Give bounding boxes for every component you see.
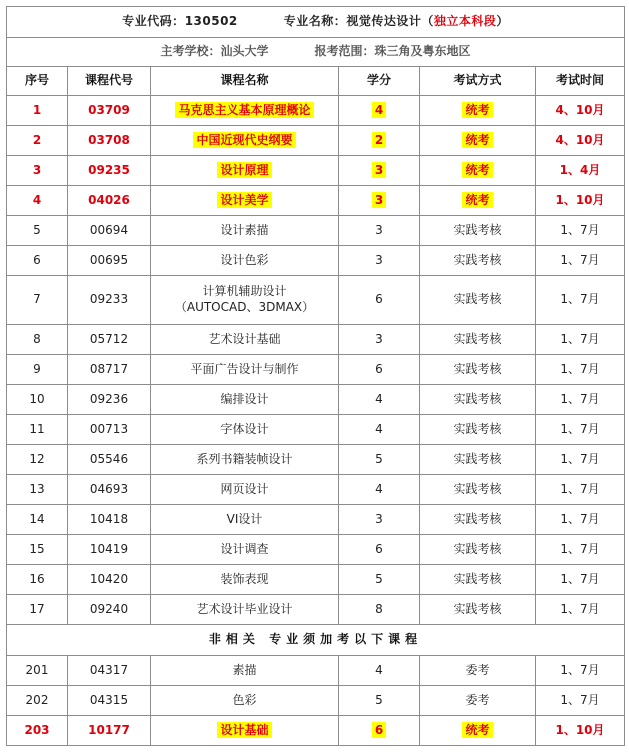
course-no-text: 7 — [33, 292, 41, 307]
course-name — [151, 475, 339, 505]
course-name — [151, 595, 339, 625]
course-method — [420, 686, 536, 716]
column-header-row — [7, 67, 625, 96]
course-no-text: 14 — [29, 511, 45, 526]
course-name-text: 马克思主义基本原理概论 — [175, 102, 313, 118]
course-no-text: 15 — [29, 541, 45, 556]
course-no — [7, 216, 68, 246]
course-no — [7, 96, 68, 126]
course-time — [536, 686, 625, 716]
course-credit — [339, 505, 420, 535]
course-time-text: 1、7月 — [560, 541, 600, 556]
course-credit-text: 4 — [375, 481, 383, 496]
course-method — [420, 505, 536, 535]
course-name-text: 艺术设计毕业设计 — [196, 601, 293, 616]
course-name-text: 设计美学 — [217, 192, 271, 208]
course-credit — [339, 355, 420, 385]
course-method-text: 实践考核 — [453, 601, 502, 616]
course-method — [420, 96, 536, 126]
course-code — [68, 445, 151, 475]
course-name — [151, 565, 339, 595]
course-credit — [339, 216, 420, 246]
course-credit-text: 3 — [375, 511, 383, 526]
course-name-text: 设计调查 — [220, 541, 269, 556]
course-name-text: 艺术设计基础 — [208, 331, 281, 346]
course-no — [7, 186, 68, 216]
course-no — [7, 276, 68, 325]
course-time — [536, 276, 625, 325]
course-method-text: 实践考核 — [453, 511, 502, 526]
course-credit-text: 3 — [372, 162, 386, 178]
table-row — [7, 276, 625, 325]
course-code — [68, 385, 151, 415]
course-no — [7, 505, 68, 535]
course-time-text: 1、7月 — [560, 571, 600, 586]
major-title — [7, 7, 625, 38]
course-time — [536, 656, 625, 686]
course-credit-text: 6 — [372, 722, 386, 738]
course-code-text: 03709 — [88, 102, 130, 117]
col-header-code: 课程代号 — [68, 67, 151, 96]
course-method — [420, 355, 536, 385]
table-row — [7, 96, 625, 126]
course-code — [68, 595, 151, 625]
course-time — [536, 186, 625, 216]
course-name — [151, 216, 339, 246]
course-credit-text: 6 — [375, 292, 383, 307]
course-credit — [339, 565, 420, 595]
course-credit-text: 5 — [375, 571, 383, 586]
course-code-text: 10419 — [89, 541, 129, 556]
major-code: 130502 — [184, 14, 238, 29]
course-code-text: 00713 — [89, 421, 129, 436]
course-method — [420, 535, 536, 565]
course-method-text: 统考 — [462, 192, 492, 208]
course-time — [536, 355, 625, 385]
course-name — [151, 505, 339, 535]
course-time-text: 1、7月 — [560, 421, 600, 436]
course-table — [6, 6, 625, 746]
course-method-text: 实践考核 — [453, 292, 502, 307]
course-no-text: 1 — [32, 102, 42, 117]
course-time — [536, 325, 625, 355]
course-credit-text: 4 — [372, 102, 386, 118]
course-time — [536, 156, 625, 186]
course-time-text: 1、7月 — [560, 601, 600, 616]
course-no-text: 201 — [25, 662, 49, 677]
course-name — [151, 656, 339, 686]
course-time-text: 4、10月 — [555, 132, 605, 147]
course-code — [68, 276, 151, 325]
course-no-text: 6 — [33, 252, 41, 267]
table-row — [7, 716, 625, 746]
course-code-text: 09235 — [88, 162, 130, 177]
table-row — [7, 325, 625, 355]
course-method — [420, 565, 536, 595]
course-credit — [339, 535, 420, 565]
course-code — [68, 126, 151, 156]
course-time-text: 1、7月 — [560, 511, 600, 526]
course-credit-text: 4 — [375, 391, 383, 406]
table-row — [7, 186, 625, 216]
course-name — [151, 186, 339, 216]
course-no-text: 5 — [33, 222, 41, 237]
course-credit — [339, 276, 420, 325]
course-no — [7, 535, 68, 565]
course-time-text: 1、7月 — [560, 361, 600, 376]
course-method-text: 实践考核 — [453, 361, 502, 376]
course-name — [151, 246, 339, 276]
course-method-text: 实践考核 — [453, 451, 502, 466]
course-code — [68, 535, 151, 565]
course-name — [151, 686, 339, 716]
scope-value: 珠三角及粤东地区 — [374, 44, 471, 59]
course-time-text: 1、7月 — [560, 692, 600, 707]
course-method-text: 实践考核 — [453, 252, 502, 267]
course-code — [68, 656, 151, 686]
course-name-text: 素描 — [232, 662, 257, 677]
course-name — [151, 716, 339, 746]
course-no — [7, 595, 68, 625]
course-time — [536, 505, 625, 535]
course-time — [536, 246, 625, 276]
course-time — [536, 475, 625, 505]
course-method — [420, 385, 536, 415]
table-row — [7, 475, 625, 505]
course-time-text: 1、4月 — [559, 162, 601, 177]
course-code-text: 10177 — [88, 722, 130, 737]
course-no-text: 4 — [32, 192, 42, 207]
title-row — [7, 7, 625, 38]
school-label: 主考学校： — [160, 44, 221, 59]
course-code-text: 10420 — [89, 571, 129, 586]
course-method-text: 委考 — [465, 662, 490, 677]
course-time — [536, 565, 625, 595]
course-name — [151, 385, 339, 415]
course-name-line2: （AUTOCAD、3DMAX） — [174, 300, 315, 314]
course-time — [536, 716, 625, 746]
course-no-text: 8 — [33, 331, 41, 346]
course-time-text: 1、10月 — [555, 192, 605, 207]
table-row — [7, 505, 625, 535]
course-credit-text: 6 — [375, 361, 383, 376]
course-name — [151, 355, 339, 385]
course-method-text: 委考 — [465, 692, 490, 707]
school-scope-info — [7, 38, 625, 67]
major-name-label: 专业名称： — [283, 14, 347, 29]
course-credit — [339, 96, 420, 126]
course-credit-text: 2 — [372, 132, 386, 148]
course-credit — [339, 656, 420, 686]
course-code-text: 00694 — [89, 222, 129, 237]
course-no-text: 10 — [29, 391, 45, 406]
course-code-text: 10418 — [89, 511, 129, 526]
table-row — [7, 355, 625, 385]
course-no-text: 11 — [29, 421, 45, 436]
course-credit — [339, 595, 420, 625]
course-name-text: 设计原理 — [217, 162, 271, 178]
course-time-text: 1、7月 — [560, 252, 600, 267]
course-credit — [339, 246, 420, 276]
course-method-text: 实践考核 — [453, 391, 502, 406]
course-code-text: 05712 — [89, 331, 129, 346]
course-credit — [339, 385, 420, 415]
table-row — [7, 385, 625, 415]
course-code — [68, 505, 151, 535]
course-name-text: 装饰表现 — [220, 571, 269, 586]
table-row — [7, 535, 625, 565]
course-credit — [339, 716, 420, 746]
course-time — [536, 445, 625, 475]
meta-row — [7, 38, 625, 67]
course-method-text: 实践考核 — [453, 331, 502, 346]
course-name-text: 系列书籍装帧设计 — [196, 451, 293, 466]
course-no — [7, 246, 68, 276]
table-row — [7, 156, 625, 186]
school-name: 汕头大学 — [220, 44, 269, 59]
table-row — [7, 686, 625, 716]
course-code-text: 04315 — [89, 692, 129, 707]
course-credit-text: 8 — [375, 601, 383, 616]
course-code-text: 05546 — [89, 451, 129, 466]
course-credit — [339, 445, 420, 475]
course-name — [151, 325, 339, 355]
course-credit-text: 3 — [375, 222, 383, 237]
course-no — [7, 126, 68, 156]
course-code-text: 04317 — [89, 662, 129, 677]
course-no — [7, 686, 68, 716]
course-no — [7, 355, 68, 385]
course-method — [420, 475, 536, 505]
course-time — [536, 216, 625, 246]
course-name-text: 平面广告设计与制作 — [190, 361, 299, 376]
course-no — [7, 475, 68, 505]
major-level: 独立本科段 — [433, 14, 497, 29]
scope-label: 报考范围： — [314, 44, 375, 59]
course-no — [7, 716, 68, 746]
table-row — [7, 656, 625, 686]
course-code-text: 03708 — [88, 132, 130, 147]
course-credit — [339, 415, 420, 445]
course-time-text: 1、7月 — [560, 391, 600, 406]
course-code-text: 08717 — [89, 361, 129, 376]
course-no — [7, 415, 68, 445]
col-header-name: 课程名称 — [151, 67, 339, 96]
course-credit — [339, 686, 420, 716]
course-method — [420, 126, 536, 156]
course-method-text: 实践考核 — [453, 541, 502, 556]
course-credit-text: 3 — [372, 192, 386, 208]
course-method-text: 统考 — [462, 722, 492, 738]
course-name-text: 字体设计 — [220, 421, 269, 436]
course-code — [68, 415, 151, 445]
course-method — [420, 595, 536, 625]
course-method-text: 实践考核 — [453, 571, 502, 586]
course-credit-text: 3 — [375, 252, 383, 267]
course-no-text: 203 — [24, 722, 50, 737]
section-row — [7, 625, 625, 656]
course-credit-text: 5 — [375, 451, 383, 466]
course-name — [151, 415, 339, 445]
course-no — [7, 445, 68, 475]
course-name-text: 网页设计 — [220, 481, 269, 496]
course-credit-text: 5 — [375, 692, 383, 707]
course-time — [536, 415, 625, 445]
course-code-text: 09236 — [89, 391, 129, 406]
course-time — [536, 535, 625, 565]
course-name-text: 设计基础 — [217, 722, 271, 738]
course-method — [420, 656, 536, 686]
course-code-text: 00695 — [89, 252, 129, 267]
course-time-text: 4、10月 — [555, 102, 605, 117]
course-no-text: 13 — [29, 481, 45, 496]
col-header-time: 考试时间 — [536, 67, 625, 96]
course-code-text: 09233 — [89, 292, 129, 307]
course-code-text: 04693 — [89, 481, 129, 496]
major-close-paren: ） — [496, 14, 509, 29]
course-name-text: 编排设计 — [220, 391, 269, 406]
course-code — [68, 96, 151, 126]
course-method-text: 实践考核 — [453, 481, 502, 496]
course-credit — [339, 186, 420, 216]
course-method-text: 实践考核 — [453, 222, 502, 237]
course-time-text: 1、10月 — [555, 722, 605, 737]
course-time-text: 1、7月 — [560, 222, 600, 237]
course-method — [420, 156, 536, 186]
course-time — [536, 385, 625, 415]
course-no-text: 2 — [32, 132, 42, 147]
course-code — [68, 355, 151, 385]
course-name-text: 设计素描 — [220, 222, 269, 237]
course-no-text: 12 — [29, 451, 45, 466]
course-name — [151, 535, 339, 565]
course-credit — [339, 156, 420, 186]
course-code — [68, 246, 151, 276]
course-method — [420, 186, 536, 216]
course-name-text: 中国近现代史纲要 — [193, 132, 295, 148]
course-time — [536, 96, 625, 126]
table-row — [7, 565, 625, 595]
course-code — [68, 186, 151, 216]
course-code — [68, 565, 151, 595]
course-time — [536, 595, 625, 625]
course-credit-text: 3 — [375, 331, 383, 346]
col-header-no: 序号 — [7, 67, 68, 96]
course-credit — [339, 475, 420, 505]
course-code — [68, 156, 151, 186]
table-row — [7, 415, 625, 445]
course-code — [68, 325, 151, 355]
course-code — [68, 716, 151, 746]
course-name-text: 计算机辅助设计 — [202, 284, 287, 299]
course-no-text: 17 — [29, 601, 45, 616]
course-name-text: VI设计 — [226, 511, 263, 526]
major-name: 视觉传达设计（ — [346, 14, 434, 29]
course-no-text: 16 — [29, 571, 45, 586]
table-row — [7, 445, 625, 475]
course-method-text: 统考 — [462, 132, 492, 148]
course-code-text: 09240 — [89, 601, 129, 616]
course-method — [420, 216, 536, 246]
course-time-text: 1、7月 — [560, 481, 600, 496]
course-no — [7, 385, 68, 415]
course-credit-text: 6 — [375, 541, 383, 556]
course-no-text: 3 — [32, 162, 42, 177]
course-credit-text: 4 — [375, 662, 383, 677]
course-method — [420, 415, 536, 445]
course-method — [420, 325, 536, 355]
course-name-text: 色彩 — [232, 692, 257, 707]
course-method-text: 统考 — [462, 102, 492, 118]
col-header-credit: 学分 — [339, 67, 420, 96]
course-time — [536, 126, 625, 156]
table-row — [7, 216, 625, 246]
course-method — [420, 246, 536, 276]
course-name — [151, 126, 339, 156]
course-credit — [339, 325, 420, 355]
table-row — [7, 126, 625, 156]
course-no — [7, 325, 68, 355]
table-row — [7, 246, 625, 276]
course-time-text: 1、7月 — [560, 331, 600, 346]
course-no-text: 9 — [33, 361, 41, 376]
course-name — [151, 445, 339, 475]
course-name — [151, 96, 339, 126]
course-code — [68, 216, 151, 246]
course-name — [151, 156, 339, 186]
course-no-text: 202 — [25, 692, 49, 707]
course-credit — [339, 126, 420, 156]
major-code-label: 专业代码： — [122, 14, 185, 29]
col-header-method: 考试方式 — [420, 67, 536, 96]
section-label: 非相关 专业须加考以下课程 — [7, 625, 625, 656]
course-method — [420, 445, 536, 475]
course-method — [420, 716, 536, 746]
course-no — [7, 156, 68, 186]
table-row — [7, 595, 625, 625]
course-method — [420, 276, 536, 325]
course-no — [7, 656, 68, 686]
course-method-text: 实践考核 — [453, 421, 502, 436]
course-name-text: 设计色彩 — [220, 252, 269, 267]
course-credit-text: 4 — [375, 421, 383, 436]
course-time-text: 1、7月 — [560, 292, 600, 307]
course-code-text: 04026 — [88, 192, 130, 207]
course-name — [151, 276, 339, 325]
course-code — [68, 686, 151, 716]
course-code — [68, 475, 151, 505]
course-no — [7, 565, 68, 595]
course-time-text: 1、7月 — [560, 662, 600, 677]
course-method-text: 统考 — [462, 162, 492, 178]
course-time-text: 1、7月 — [560, 451, 600, 466]
